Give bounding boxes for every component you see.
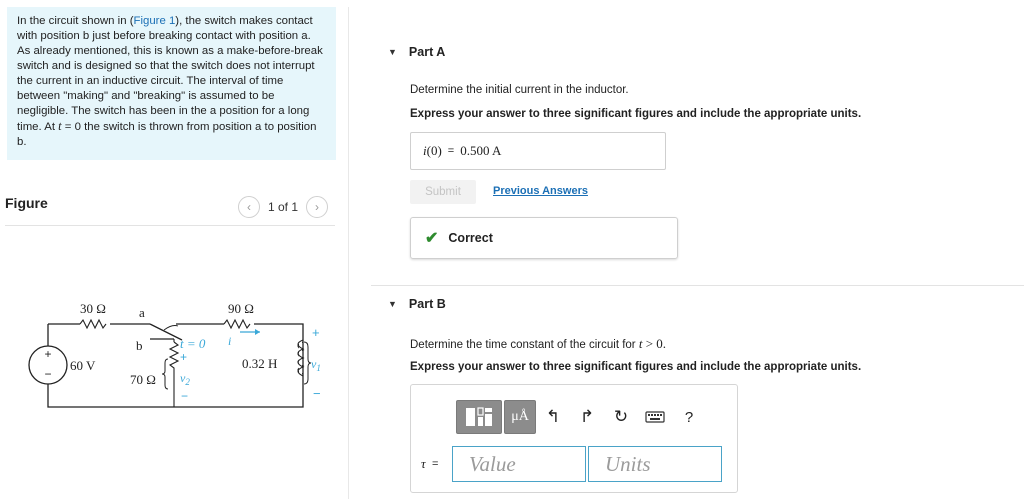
answer-editor xyxy=(410,384,738,493)
v2-plus: + xyxy=(180,350,188,364)
node-b-label: b xyxy=(136,338,143,353)
r1-label: 30 Ω xyxy=(80,301,106,316)
templates-button[interactable] xyxy=(456,400,502,434)
figure-link[interactable]: Figure 1 xyxy=(133,15,176,27)
v1-label: $v_1$ xyxy=(311,357,321,373)
source-label: 60 V xyxy=(70,358,96,373)
v1-minus: − xyxy=(313,386,321,401)
divider xyxy=(371,285,1024,286)
tau-symbol: τ xyxy=(421,456,426,471)
prev-figure-button[interactable] xyxy=(238,196,260,218)
keyboard-icon[interactable] xyxy=(638,400,672,434)
redo-icon[interactable]: ↱ xyxy=(579,407,595,426)
units-button[interactable]: μÅ xyxy=(504,400,536,434)
part-b-instruction: Express your answer to three significant figures and include the appropriate units. xyxy=(410,361,862,373)
problem-statement: In the circuit shown in (Figure 1), the switch makes contact with position b just before breaking contact with position a. As already mentioned, this is known as a make-before-break switch and is designed so that the switch does not interrupt the current in an inductive circuit. The interval of time between "making" and "breaking" is assumed to be negligible. The switch has been in the a position for a long time. At t = 0 the switch is thrown from position a to position b. xyxy=(7,7,336,160)
help-button[interactable]: ? xyxy=(684,408,694,426)
node-a-label: a xyxy=(139,305,145,320)
feedback-label: Correct xyxy=(448,231,493,245)
part-b-header[interactable] xyxy=(388,297,446,311)
collapse-triangle-icon: ▼ xyxy=(388,299,397,309)
v1-plus: + xyxy=(312,325,320,340)
source-minus: − xyxy=(44,367,52,381)
part-a-title: Part A xyxy=(408,45,446,59)
part-a-answer-box xyxy=(410,132,666,170)
answer-label: i(0) xyxy=(423,143,442,158)
part-a-header[interactable] xyxy=(388,45,445,59)
units-input[interactable] xyxy=(588,446,722,482)
v2-label: $v_2$ xyxy=(180,371,190,387)
source-plus: + xyxy=(44,347,52,361)
feedback-correct xyxy=(410,217,678,259)
part-b-title: Part B xyxy=(408,297,446,311)
pager-label: 1 of 1 xyxy=(268,200,299,214)
divider xyxy=(5,225,335,226)
reset-icon[interactable]: ↻ xyxy=(613,407,629,426)
tau-equals: = xyxy=(432,458,439,470)
r2-label: 90 Ω xyxy=(228,301,254,316)
part-a-question: Determine the initial current in the inductor. xyxy=(410,84,629,96)
editor-toolbar xyxy=(456,400,706,434)
answer-value: 0.500 A xyxy=(460,143,502,158)
current-label: i xyxy=(228,334,232,348)
templates-icon xyxy=(464,406,494,428)
check-icon: ✔ xyxy=(425,230,439,247)
figure-pager xyxy=(238,196,328,218)
undo-icon[interactable]: ↰ xyxy=(545,407,561,426)
previous-answers-link[interactable]: Previous Answers xyxy=(493,185,588,197)
chevron-left-icon: ‹ xyxy=(247,200,251,214)
figure-title: Figure xyxy=(5,195,48,211)
submit-button[interactable]: Submit xyxy=(410,180,476,204)
next-figure-button[interactable] xyxy=(306,196,328,218)
answer-equals: = xyxy=(447,145,455,157)
part-b-question: Determine the time constant of the circuit for t > 0. xyxy=(410,336,667,351)
circuit-diagram xyxy=(28,290,328,420)
value-input[interactable] xyxy=(452,446,586,482)
switch-time-label: t = 0 xyxy=(180,336,206,351)
r3-label: 70 Ω xyxy=(130,372,156,387)
column-divider xyxy=(348,7,349,499)
part-a-instruction: Express your answer to three significant figures and include the appropriate units. xyxy=(410,108,862,120)
inductor-label: 0.32 H xyxy=(242,356,278,371)
v2-minus: − xyxy=(181,389,189,403)
collapse-triangle-icon: ▼ xyxy=(388,47,397,57)
chevron-right-icon: › xyxy=(315,200,320,214)
